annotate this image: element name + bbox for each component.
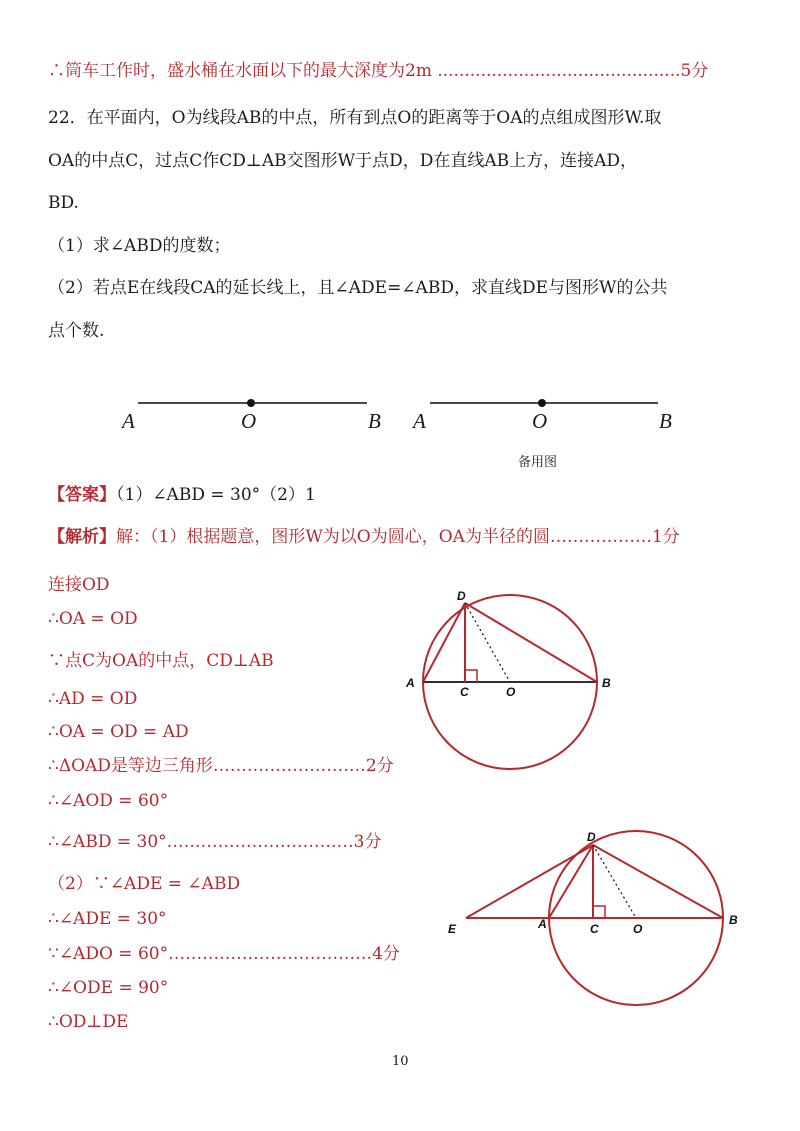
question-2-line-2: 点个数. [48, 321, 105, 341]
fig1-label-d: D [457, 589, 466, 603]
fig2-label-b: B [729, 913, 738, 927]
problem-line-3: BD. [48, 193, 79, 213]
segment-ed-2 [466, 845, 593, 918]
label-o-left: O [241, 409, 257, 433]
segment-ad-2 [549, 845, 593, 918]
step-3: ∵点C为OA的中点，CD⊥AB [48, 651, 274, 671]
fig1-label-c: C [460, 685, 469, 699]
answer-text: （1）∠ABD = 30°（2）1 [116, 485, 316, 505]
step-2: ∴OA = OD [48, 609, 138, 629]
fig2-label-o: O [633, 922, 643, 936]
step-6: ∴ΔOAD是等边三角形………………………2分 [48, 756, 394, 776]
step-8: ∴∠ABD = 30°……………………………3分 [48, 832, 382, 852]
step-5: ∴OA = OD = AD [48, 722, 189, 742]
analysis-text: 解：（1）根据题意，图形W为以O为圆心，OA为半径的圆………………1分 [116, 527, 680, 547]
step-12: ∴∠ODE = 90° [48, 978, 169, 998]
fig1-label-a: A [406, 676, 415, 690]
right-angle-mark-2 [593, 906, 605, 918]
label-o-right: O [532, 409, 548, 433]
answer-tag: 【答案】 [48, 485, 116, 505]
step-10: ∴∠ADE = 30° [48, 909, 167, 929]
fig2-label-d: D [587, 830, 596, 844]
step-7: ∴∠AOD = 60° [48, 791, 169, 811]
label-b-left: B [368, 409, 381, 433]
step-1: 连接OD [48, 575, 110, 595]
fig1-label-b: B [602, 676, 611, 690]
label-a-right: A [413, 409, 426, 433]
step-4: ∴AD = OD [48, 689, 138, 709]
fig2-label-e: E [448, 922, 457, 936]
problem-line-1: 22．在平面内，O为线段AB的中点，所有到点O的距离等于OA的点组成图形W.取 [48, 108, 662, 128]
fig2-label-c: C [590, 922, 599, 936]
problem-line-2: OA的中点C，过点C作CD⊥AB交图形W于点D，D在直线AB上方，连接AD， [48, 151, 638, 171]
question-2-line-1: （2）若点E在线段CA的延长线上，且∠ADE=∠ABD，求直线DE与图形W的公共 [48, 278, 668, 298]
analysis-tag: 【解析】 [48, 527, 116, 547]
label-a-left: A [122, 409, 135, 433]
fig2-label-a: A [538, 917, 547, 931]
step-11: ∵∠ADO = 60°………………………………4分 [48, 944, 400, 964]
question-1: （1）求∠ABD的度数； [48, 236, 231, 256]
page-number: 10 [392, 1054, 409, 1069]
step-13: ∴OD⊥DE [48, 1012, 129, 1032]
step-9: （2）∵∠ADE = ∠ABD [48, 874, 241, 894]
figure-caption: 备用图 [518, 455, 558, 470]
label-b-right: B [659, 409, 672, 433]
segment-db-2 [593, 845, 723, 918]
prev-conclusion: ∴筒车工作时，盛水桶在水面以下的最大深度为2m .............................................5分 [48, 61, 709, 81]
fig1-label-o: O [506, 685, 516, 699]
